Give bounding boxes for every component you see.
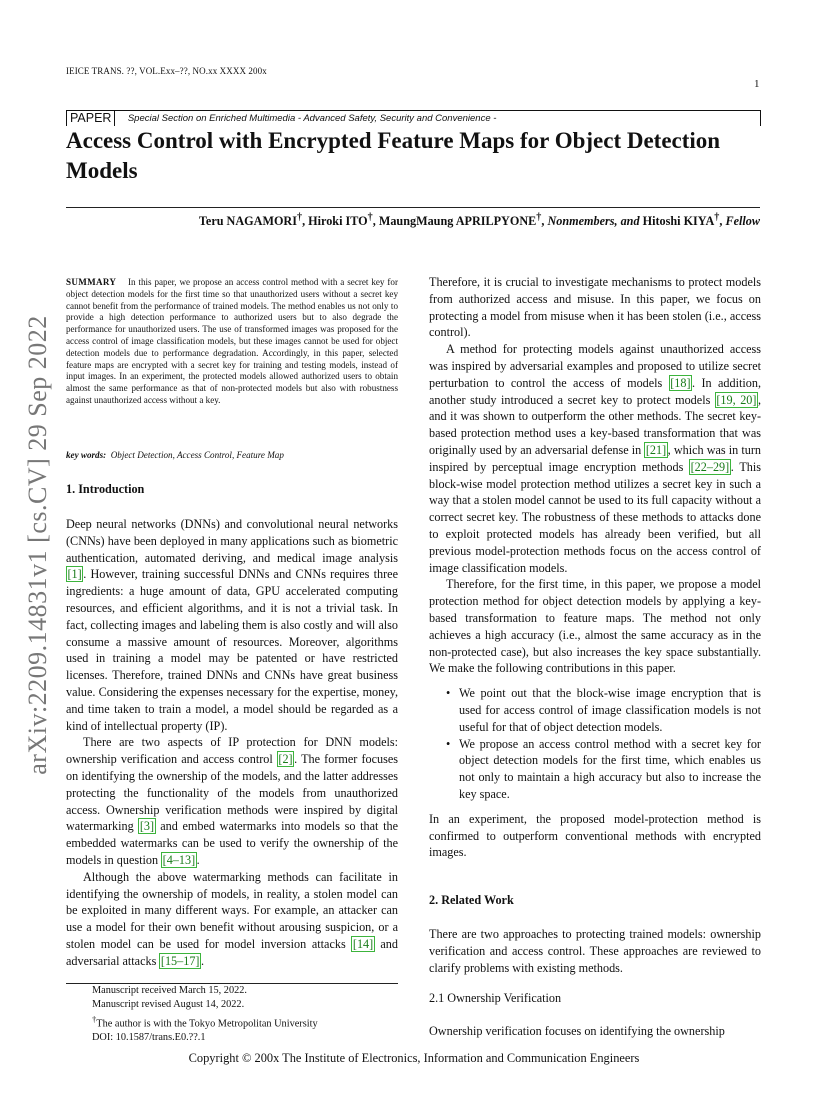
footnote-received: Manuscript received March 15, 2022. (92, 985, 247, 996)
section-bar (66, 110, 761, 126)
page-number: 1 (754, 78, 760, 90)
affiliation-dagger: † (714, 212, 720, 223)
paper-title: Access Control with Encrypted Feature Maps for Object Detection Models (66, 128, 721, 183)
summary (66, 277, 398, 407)
right-column-body (429, 274, 761, 861)
citation-link[interactable]: [22–29] (690, 459, 730, 474)
paragraph: Although the above watermarking methods can facilitate in identifying the ownership of models, in reality, a stolen model can be exploited in many different ways. For example, an attacker can use a model for their own benefit without arousing suspicion, or a stolen model can be used for model inversion attacks [14] and adversarial attacks [15–17] . (66, 869, 398, 968)
keywords (66, 450, 398, 462)
list-item: • We point out that the block-wise image encryption that is used for access control of image classification models is not useful for that of object detection models. (459, 685, 761, 735)
keywords-value: Object Detection, Access Control, Feature Map (110, 450, 284, 460)
citation-link[interactable]: [19, 20] (716, 392, 757, 407)
related-work-body (429, 926, 761, 976)
paragraph: A method for protecting models against unauthorized access was inspired by adversarial examples and proposed to utilize secret perturbation to control the access of models [18] . In addition, another study introduced a secret key to protect models [19, 20] , and it was shown to outperform the other methods. The secret key-based protection method uses a key-based transformation that was originally used by an adversarial defense in [21] , which was in turn inspired by perceptual image encryption methods [22–29] . This block-wise model protection method utilizes a secret key in such a way that a stolen model cannot be used to its full capacity without a correct secret key. The robustness of these methods to attacks done to exploit protected models has already been verified, but all previous model-protection methods focus on the access control of image classification models. (429, 342, 761, 575)
affiliation-dagger: † (92, 1014, 97, 1024)
paragraph: Therefore, for the first time, in this paper, we propose a model protection method for object detection models by applying a key-based transformation to feature maps. The method not only achieves a high accuracy (i.e., almost the same accuracy as in the non-protected case), but also increases the key space substantially. We make the following contributions in this paper. (429, 577, 761, 676)
author-name: Hitoshi KIYA (642, 214, 715, 229)
footnote-revised: Manuscript revised August 14, 2022. (92, 999, 245, 1010)
citation-link[interactable]: [18] (670, 375, 691, 390)
subsection-heading-ownership: 2.1 Ownership Verification (429, 991, 562, 1005)
footnote-doi: DOI: 10.1587/trans.E0.??.1 (92, 1032, 206, 1044)
affiliation-dagger: † (367, 212, 373, 223)
citation-link[interactable]: [14] (352, 936, 374, 951)
title-rule (66, 207, 760, 208)
paragraph: Therefore, it is crucial to investigate mechanisms to protect models from authorized access and misuse. In this paper, we focus on protecting a model from misuse when it has been stolen (i.e., access control). (429, 275, 761, 340)
journal-header: IEICE TRANS. ??, VOL.Exx–??, NO.xx XXXX 200x (66, 66, 267, 76)
footnote-affiliation: †The author is with the Tokyo Metropolitan University (92, 1014, 318, 1030)
citation-link[interactable]: [21] (645, 442, 667, 457)
keywords-label: key words: (66, 450, 107, 460)
citation-link[interactable]: [4–13] (162, 852, 196, 867)
section-heading-related-work: 2. Related Work (429, 893, 514, 907)
paper-type-label: PAPER (66, 110, 115, 126)
citation-link[interactable]: [15–17] (160, 953, 200, 968)
author-name: Hiroki ITO (308, 214, 368, 229)
ownership-body (429, 1023, 761, 1040)
paragraph: There are two aspects of IP protection for DNN models: ownership verification and access control [2] . The former focuses on identifying the ownership of the models, and the latter addresses protecting the functionality of the models from unauthorized access. Ownership verification methods were inspired by digital watermarking [3] and embed watermarks into models so that the embedded watermarks can be used to verify the ownership of the models in question [4–13] . (66, 735, 399, 867)
member-grade: Fellow (725, 214, 760, 229)
summary-text: In this paper, we propose an access control method with a secret key for object detection models for the first time so that unauthorized users without a secret key cannot benefit from the performance of trained models. The method enables us not only to provide a high detection performance to authorized users but to also degrade the performance for unauthorized users. The use of transformed images was proposed for the access control of image classification models, but these images cannot be used for object detection models due to performance degradation. Accordingly, in this paper, selected feature maps are encrypted with a secret key for training and testing models, instead of input images. In an experiment, the protected models allowed authorized users to obtain almost the same performance as that of non-protected models but also with robustness against unauthorized access without a key. (66, 277, 399, 405)
contribution-list (429, 685, 761, 803)
footnotes (66, 983, 398, 1045)
citation-link[interactable]: [3] (139, 819, 155, 834)
special-section-label: Special Section on Enriched Multimedia - Advanced Safety, Security and Convenience - (127, 113, 497, 124)
author-line: Teru NAGAMORI†, Hiroki ITO†, MaungMaung APRILPYONE†, Nonmembers, and Hitoshi KIYA†, Fellow (198, 212, 760, 229)
affiliation-dagger: † (536, 212, 542, 223)
author-name: Teru NAGAMORI (198, 214, 297, 229)
paragraph: In an experiment, the proposed model-protection method is confirmed to outperform conventional methods with encrypted images. (429, 811, 761, 860)
introduction-body (66, 516, 398, 970)
arxiv-identifier[interactable]: arXiv:2209.14831v1 [cs.CV] 29 Sep 2022 (23, 315, 52, 775)
section-heading-introduction: 1. Introduction (66, 482, 145, 496)
member-grade: Nonmembers (547, 214, 615, 229)
paragraph: There are two approaches to protecting trained models: ownership verification and access control. These approaches are reviewed to clarify problems with existing methods. (429, 927, 761, 975)
affiliation-dagger: † (296, 212, 303, 223)
citation-link[interactable]: [1] (67, 567, 82, 582)
summary-label: SUMMARY (66, 277, 117, 287)
paragraph: Deep neural networks (DNNs) and convolutional neural networks (CNNs) have been deployed in many applications such as biometric authentication, automated deriving, and medical image analysis [1] . However, training successful DNNs and CNNs requires three ingredients: a huge amount of data, GPU accelerated computing resources, and efficient algorithms, and it is not a trivial task. In fact, collecting images and labeling them is also costly and will also consume a massive amount of resources. Moreover, algorithms used in training a model may be patented or have restricted licenses. Therefore, trained DNNs and CNNs have great business value. Considering the expenses necessary for the expertise, money, and time taken to train a model, a model should be regarded as a kind of intellectual property (IP). (66, 517, 398, 733)
copyright-footer: Copyright © 200x The Institute of Electronics, Information and Communication Engineers (188, 1051, 640, 1065)
paragraph: Ownership verification focuses on identifying the ownership (429, 1024, 725, 1038)
author-name: MaungMaung APRILPYONE (378, 214, 537, 229)
citation-link[interactable]: [2] (278, 752, 293, 767)
list-item: • We propose an access control method with a secret key for object detection models for the first time, which enables us not only to maintain a high accuracy but also to increase the key space. (459, 736, 761, 803)
